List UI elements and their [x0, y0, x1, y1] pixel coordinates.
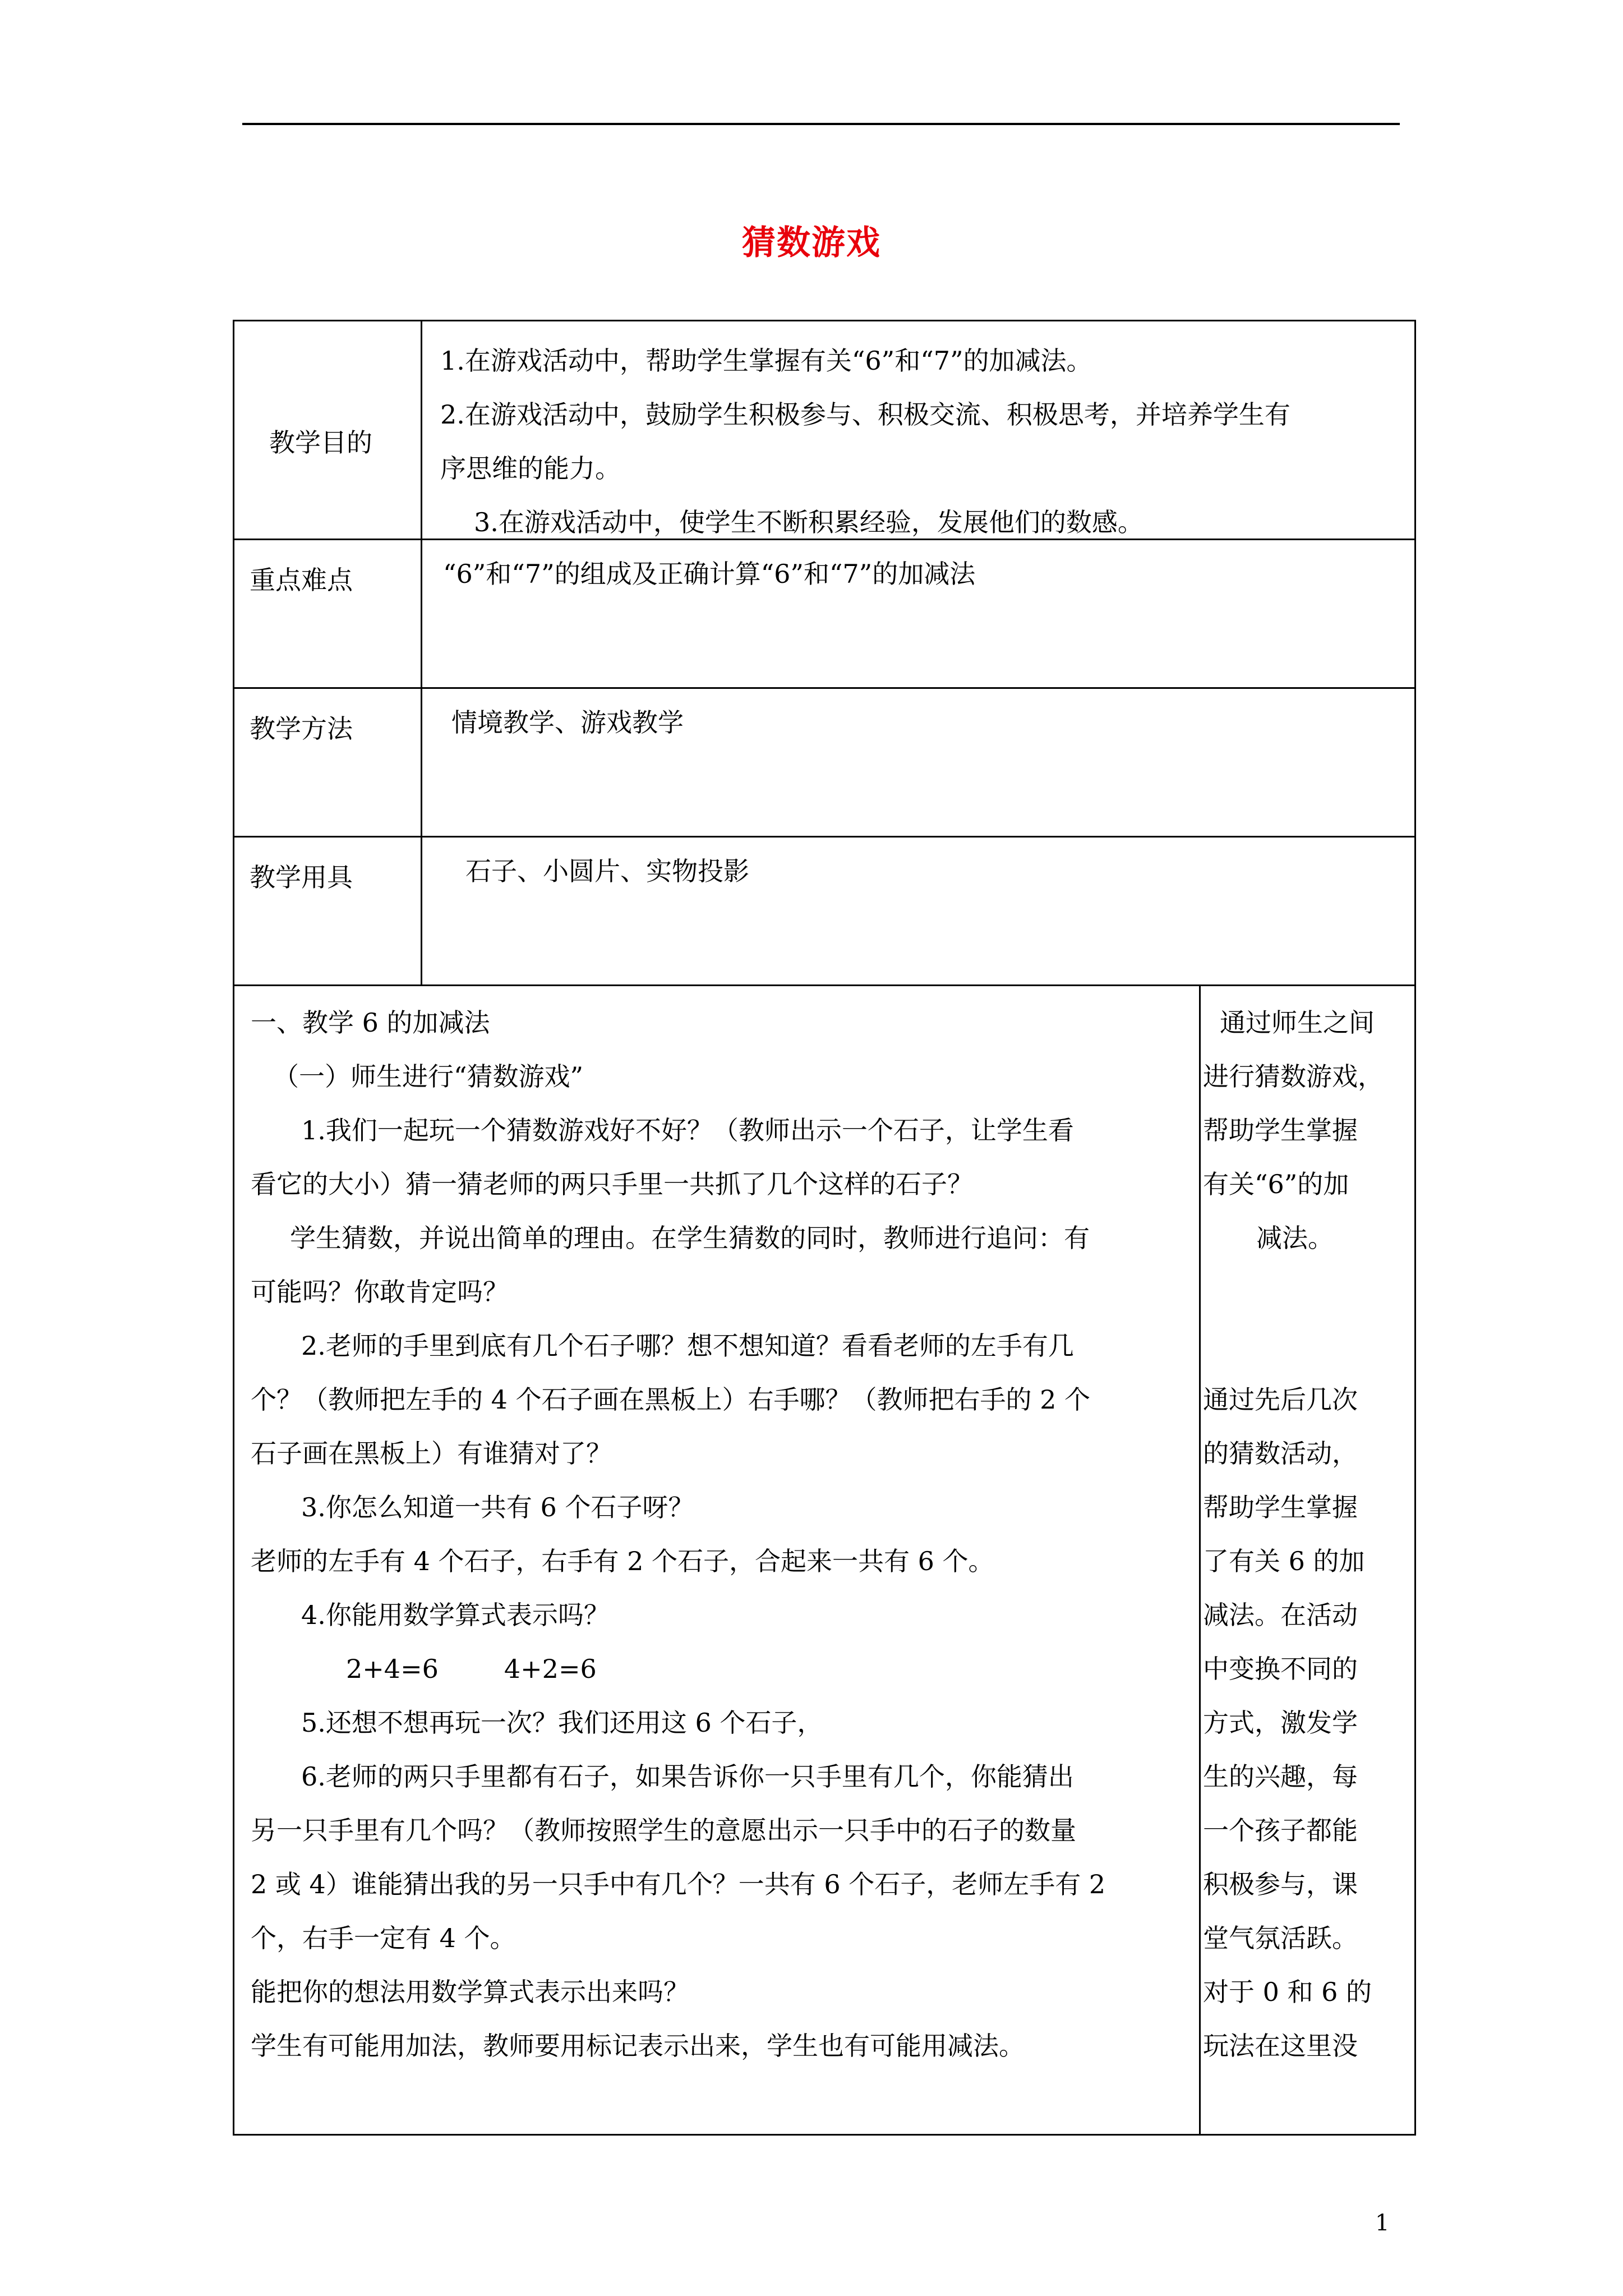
methods-label: 教学方法 — [250, 714, 353, 744]
objectives-label: 教学目的 — [269, 427, 372, 458]
note-line: 的猜数活动， — [1203, 1438, 1358, 1469]
row-divider — [233, 836, 1416, 838]
note-line: 通过师生之间 — [1220, 1007, 1375, 1038]
row-divider — [233, 687, 1416, 689]
process-line: 石子画在黑板上）有谁猜对了？ — [251, 1438, 612, 1469]
header-rule — [242, 123, 1400, 125]
methods-text: 情境教学、游戏教学 — [451, 707, 684, 738]
key-points-label: 重点难点 — [250, 565, 353, 595]
note-line — [1203, 1265, 1405, 1319]
process-line: 看它的大小）猜一猜老师的两只手里一共抓了几个这样的石子？ — [251, 1169, 973, 1199]
note-line: 方式，激发学 — [1203, 1708, 1358, 1738]
document-title: 猜数游戏 — [742, 223, 881, 263]
process-line: 个？（教师把左手的 4 个石子画在黑板上）右手哪？（教师把右手的 2 个 — [251, 1384, 1091, 1415]
process-line: （一）师生进行“猜数游戏” — [273, 1061, 584, 1092]
process-line: 一、教学 6 的加减法 — [251, 1007, 490, 1038]
column-divider — [421, 320, 422, 986]
row-divider — [233, 984, 1416, 986]
note-line: 减法。 — [1256, 1223, 1334, 1253]
process-line: 老师的左手有 4 个石子，右手有 2 个石子，合起来一共有 6 个。 — [251, 1546, 994, 1576]
objectives-line: 2.在游戏活动中，鼓励学生积极参与、积极交流、积极思考，并培养学生有 — [440, 399, 1290, 430]
process-line: 能把你的想法用数学算式表示出来吗？ — [251, 1977, 689, 2007]
teaching-process — [251, 996, 1176, 2073]
design-notes — [1203, 996, 1405, 2073]
note-line — [1203, 1319, 1405, 1373]
column-divider — [1199, 984, 1201, 2136]
process-line: 2.老师的手里到底有几个石子哪？想不想知道？看看老师的左手有几 — [301, 1331, 1074, 1361]
process-line: 可能吗？你敢肯定吗？ — [251, 1277, 509, 1307]
note-line: 进行猜数游戏， — [1203, 1061, 1384, 1092]
process-line: 3.你怎么知道一共有 6 个石子呀？ — [301, 1492, 694, 1522]
note-line: 有关“6”的加 — [1203, 1169, 1349, 1199]
note-line: 一个孩子都能 — [1203, 1815, 1358, 1846]
process-line: 4.你能用数学算式表示吗？ — [301, 1600, 610, 1630]
note-line: 中变换不同的 — [1203, 1654, 1358, 1684]
process-line: 2 或 4）谁能猜出我的另一只手中有几个？一共有 6 个石子，老师左手有 2 — [251, 1869, 1106, 1899]
tools-label: 教学用具 — [250, 862, 353, 892]
note-line: 堂气氛活跃。 — [1203, 1923, 1358, 1953]
objectives-line: 1.在游戏活动中，帮助学生掌握有关“6”和“7”的加减法。 — [440, 346, 1092, 376]
note-line: 对于 0 和 6 的 — [1203, 1977, 1372, 2007]
note-line: 减法。在活动 — [1203, 1600, 1358, 1630]
process-line: 另一只手里有几个吗？（教师按照学生的意愿出示一只手中的石子的数量 — [251, 1815, 1076, 1846]
note-line: 生的兴趣，每 — [1203, 1761, 1358, 1792]
note-line: 玩法在这里没 — [1203, 2031, 1358, 2061]
objectives-line: 3.在游戏活动中，使学生不断积累经验，发展他们的数感。 — [474, 507, 1144, 537]
objectives-line: 序思维的能力。 — [440, 453, 621, 484]
note-line: 帮助学生掌握 — [1203, 1115, 1358, 1145]
process-line: 5.还想不想再玩一次？我们还用这 6 个石子， — [301, 1708, 823, 1738]
process-line: 学生有可能用加法，教师要用标记表示出来，学生也有可能用减法。 — [251, 2031, 1025, 2061]
tools-text: 石子、小圆片、实物投影 — [465, 856, 749, 886]
page-number: 1 — [1375, 2210, 1390, 2236]
note-line: 通过先后几次 — [1203, 1384, 1358, 1415]
process-line: 学生猜数，并说出简单的理由。在学生猜数的同时，教师进行追问：有 — [290, 1223, 1090, 1253]
process-line: 1.我们一起玩一个猜数游戏好不好？（教师出示一个石子，让学生看 — [301, 1115, 1074, 1145]
note-line: 了有关 6 的加 — [1203, 1546, 1365, 1576]
process-line: 个，右手一定有 4 个。 — [251, 1923, 516, 1953]
note-line: 积极参与，课 — [1203, 1869, 1358, 1899]
note-line: 帮助学生掌握 — [1203, 1492, 1358, 1522]
key-points-text: “6”和“7”的组成及正确计算“6”和“7”的加减法 — [443, 559, 976, 589]
process-line: 2+4=6 4+2=6 — [346, 1654, 597, 1684]
process-line: 6.老师的两只手里都有石子，如果告诉你一只手里有几个，你能猜出 — [301, 1761, 1074, 1792]
